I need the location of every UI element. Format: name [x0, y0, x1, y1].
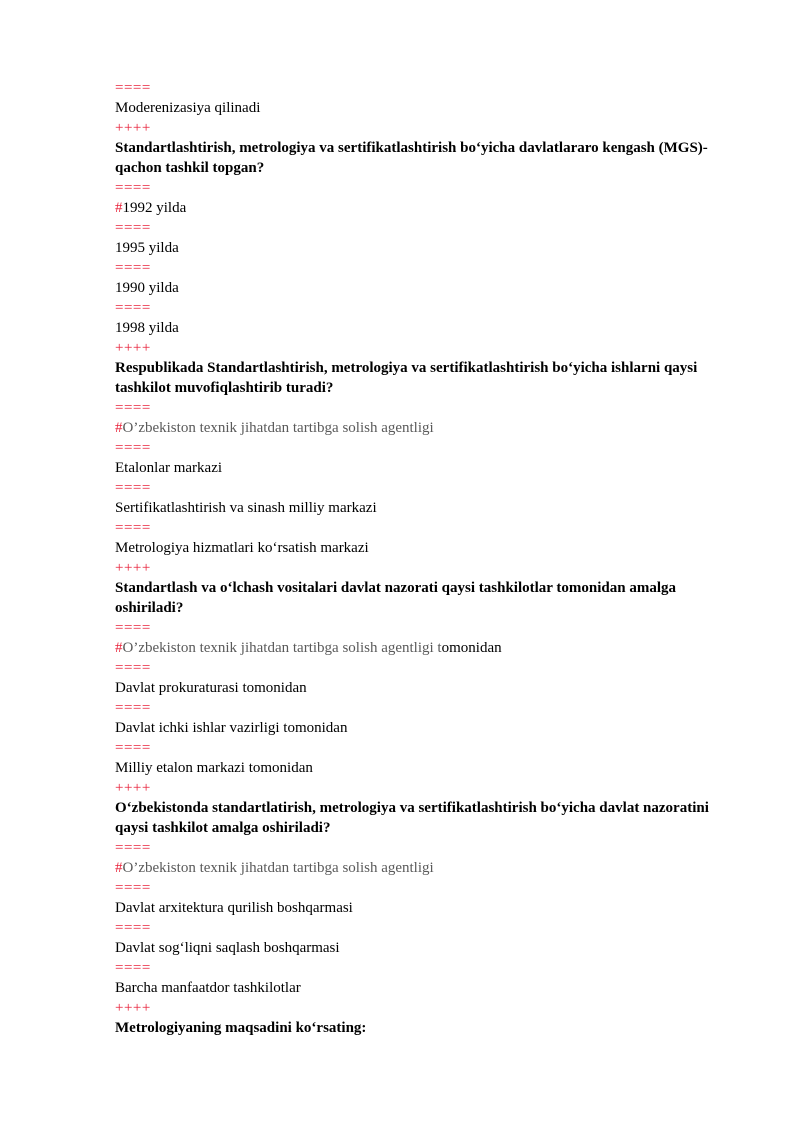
answer-text: Sertifikatlashtirish va sinash milliy markazi — [115, 500, 377, 516]
agency-name-text: O’zbekiston texnik jihatdan tartibga solish agentligi — [122, 860, 434, 876]
answer-option — [115, 458, 755, 478]
answer-separator: ==== — [115, 400, 151, 416]
answer-separator: ==== — [115, 880, 151, 896]
answer-separator: ==== — [115, 660, 151, 676]
answer-separator: ==== — [115, 300, 151, 316]
answer-text: Davlat ichki ishlar vazirligi tomonidan — [115, 720, 348, 736]
document-content — [115, 78, 755, 1038]
answer-option — [115, 718, 755, 738]
correct-answer-option — [115, 418, 755, 438]
question-text: Standartlashtirish, metrologiya va sertifikatlashtirish bo‘yicha davlatlararo kengash (MGS)- qachon tashkil topgan? — [115, 140, 708, 176]
question-separator: ++++ — [115, 1000, 151, 1016]
answer-text: 1990 yilda — [115, 280, 179, 296]
answer-separator: ==== — [115, 80, 151, 96]
answer-option — [115, 278, 755, 298]
question-separator: ++++ — [115, 340, 151, 356]
answer-text: 1992 yilda — [122, 200, 187, 216]
answer-text: Davlat arxitektura qurilish boshqarmasi — [115, 900, 353, 916]
answer-option — [115, 238, 755, 258]
answer-option — [115, 678, 755, 698]
correct-answer-marker: # — [115, 200, 123, 216]
correct-answer-marker: # — [115, 860, 123, 876]
answer-separator: ==== — [115, 220, 151, 236]
answer-text: omonidan — [441, 640, 502, 656]
question-separator: ++++ — [115, 780, 151, 796]
question-text: O‘zbekistonda standartlatirish, metrologiya va sertifikatlashtirish bo‘yicha davlat nazoratini qaysi tashkilot amalga oshiriladi? — [115, 800, 709, 836]
answer-separator: ==== — [115, 520, 151, 536]
answer-option — [115, 318, 755, 338]
answer-separator: ==== — [115, 920, 151, 936]
correct-answer-option — [115, 858, 755, 878]
answer-text: 1998 yilda — [115, 320, 179, 336]
answer-separator: ==== — [115, 700, 151, 716]
correct-answer-option — [115, 198, 755, 218]
question-separator: ++++ — [115, 560, 151, 576]
answer-separator: ==== — [115, 620, 151, 636]
agency-name-text: O’zbekiston texnik jihatdan tartibga solish agentligi — [122, 420, 434, 436]
answer-separator: ==== — [115, 260, 151, 276]
answer-option — [115, 538, 755, 558]
answer-text: Davlat prokuraturasi tomonidan — [115, 680, 307, 696]
answer-text: Milliy etalon markazi tomonidan — [115, 760, 313, 776]
question-separator: ++++ — [115, 120, 151, 136]
answer-text: Etalonlar markazi — [115, 460, 223, 476]
answer-separator: ==== — [115, 960, 151, 976]
question-text: Metrologiyaning maqsadini ko‘rsating: — [115, 1020, 367, 1036]
answer-separator: ==== — [115, 840, 151, 856]
answer-option — [115, 498, 755, 518]
correct-answer-marker: # — [115, 420, 123, 436]
answer-text: Moderenizasiya qilinadi — [115, 100, 261, 116]
question-text: Respublikada Standartlashtirish, metrologiya va sertifikatlashtirish bo‘yicha ishlarni qaysi tashkilot muvofiqlashtirib turadi? — [115, 360, 698, 396]
correct-answer-option — [115, 638, 755, 658]
question-text: Standartlash va o‘lchash vositalari davlat nazorati qaysi tashkilotlar tomonidan amalga oshiriladi? — [115, 580, 677, 616]
answer-option — [115, 98, 755, 118]
answer-text: 1995 yilda — [115, 240, 179, 256]
answer-option — [115, 758, 755, 778]
answer-option — [115, 898, 755, 918]
answer-separator: ==== — [115, 180, 151, 196]
answer-text: Davlat sog‘liqni saqlash boshqarmasi — [115, 940, 340, 956]
answer-option — [115, 978, 755, 998]
answer-text: Metrologiya hizmatlari ko‘rsatish markazi — [115, 540, 369, 556]
correct-answer-marker: # — [115, 640, 123, 656]
answer-separator: ==== — [115, 740, 151, 756]
answer-option — [115, 938, 755, 958]
agency-name-text: O’zbekiston texnik jihatdan tartibga solish agentligi t — [122, 640, 442, 656]
answer-text: Barcha manfaatdor tashkilotlar — [115, 980, 301, 996]
answer-separator: ==== — [115, 440, 151, 456]
answer-separator: ==== — [115, 480, 151, 496]
